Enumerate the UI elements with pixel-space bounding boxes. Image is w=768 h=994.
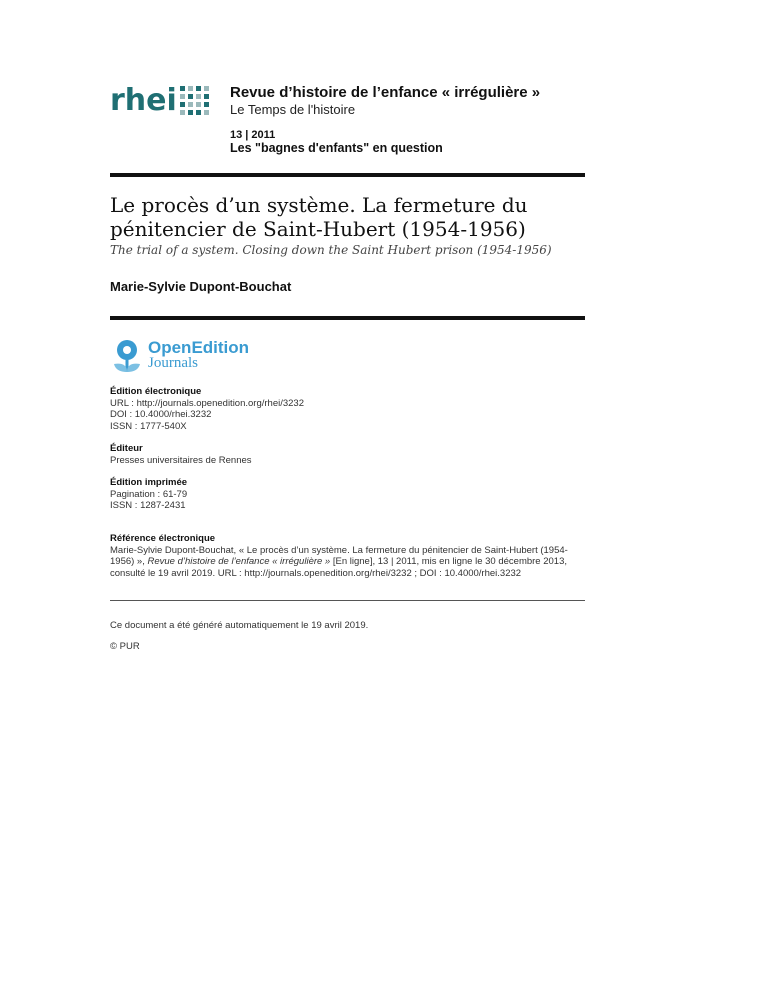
logo-grid-icon xyxy=(180,86,209,115)
openedition-logo xyxy=(110,338,270,378)
bottom-divider xyxy=(110,600,585,601)
openedition-journals: Journals xyxy=(148,355,198,371)
electronic-edition-doi[interactable]: DOI : 10.4000/rhei.3232 xyxy=(110,409,212,420)
electronic-edition-block xyxy=(110,386,304,432)
reference-text-part1: Marie-Sylvie Dupont-Bouchat, « Le procès d’un système. La fermeture du pénitencier de Saint-Hubert (1954-1956) », xyxy=(110,544,568,567)
electronic-reference-text xyxy=(110,545,585,580)
article-subtitle: The trial of a system. Closing down the Saint Hubert prison (1954-1956) xyxy=(110,243,552,257)
publisher-name: Presses universitaires de Rennes xyxy=(110,454,252,466)
article-title: Le procès d’un système. La fermeture du pénitencier de Saint-Hubert (1954-1956) xyxy=(110,193,528,241)
openedition-flower-icon xyxy=(110,338,144,376)
electronic-reference-heading: Référence électronique xyxy=(110,533,216,544)
print-edition-heading: Édition imprimée xyxy=(110,477,188,488)
middle-divider xyxy=(110,316,585,320)
openedition-name: OpenEdition xyxy=(148,338,250,357)
journal-subtitle: Le Temps de l'histoire xyxy=(230,102,356,117)
electronic-edition-heading: Édition électronique xyxy=(110,386,202,397)
print-edition-issn: ISSN : 1287-2431 xyxy=(110,500,186,511)
electronic-edition-issn: ISSN : 1777-540X xyxy=(110,420,187,432)
reference-journal-title: Revue d’histoire de l’enfance « irrégulière » xyxy=(147,556,331,567)
publisher-block xyxy=(110,443,252,466)
article-author: Marie-Sylvie Dupont-Bouchat xyxy=(110,279,292,294)
electronic-reference-block xyxy=(110,533,585,579)
logo-wordmark: rhei xyxy=(110,83,177,118)
reference-text-part2: [En ligne], 13 | 2011, mis en ligne le 30 décembre 2013, consulté le 19 avril 2019. URL : http://journals.openedition.org/rhei/3232 ; DOI : 10.4000/rhei.3232 xyxy=(110,556,567,579)
issue-title: Les "bagnes d'enfants" en question xyxy=(230,141,443,155)
copyright-notice: © PUR xyxy=(110,641,140,652)
top-divider xyxy=(110,173,585,177)
publisher-heading: Éditeur xyxy=(110,443,143,454)
issue-number: 13 | 2011 xyxy=(230,129,276,141)
electronic-edition-url[interactable]: URL : http://journals.openedition.org/rhei/3232 xyxy=(110,397,304,409)
print-edition-pagination: Pagination : 61-79 xyxy=(110,488,188,500)
generated-notice: Ce document a été généré automatiquement le 19 avril 2019. xyxy=(110,620,369,631)
print-edition-block xyxy=(110,477,187,512)
journal-title: Revue d’histoire de l’enfance « irrégulière » xyxy=(230,84,541,101)
journal-logo xyxy=(110,84,210,124)
